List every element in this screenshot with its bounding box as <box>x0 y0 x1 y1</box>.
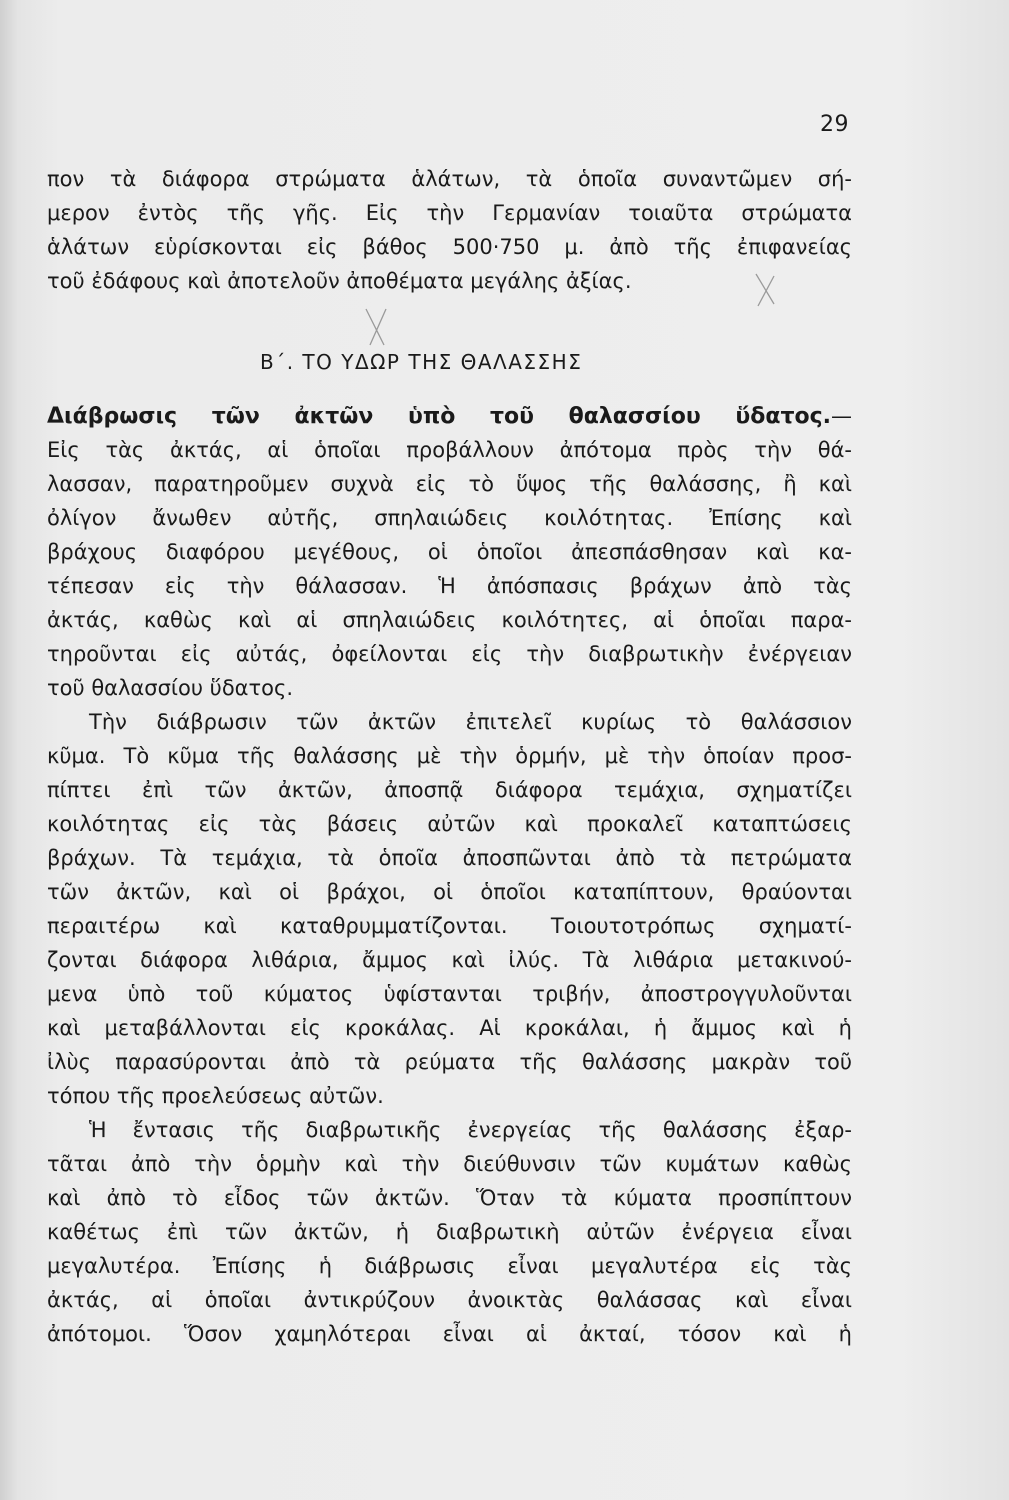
subheading: Διάβρωσις τῶν ἀκτῶν ὑπὸ τοῦ θαλασσίου ὕδατος. <box>47 404 831 429</box>
pencil-mark-icon <box>362 305 392 350</box>
text-line: μερον ἐντὸς τῆς γῆς. Εἰς τὴν Γερμανίαν τοιαῦτα στρώματα <box>47 201 852 225</box>
text-line: ὀλίγον ἄνωθεν αὐτῆς, σπηλαιώδεις κοιλότητας. Ἐπίσης καὶ <box>47 506 852 530</box>
text-line: ἀκτάς, αἱ ὁποῖαι ἀντικρύζουν ἀνοικτὰς θαλάσσας καὶ εἶναι <box>47 1288 852 1312</box>
text-line: μενα ὑπὸ τοῦ κύματος ὑφίστανται τριβήν, ἀποστρογγυλοῦνται <box>47 982 852 1006</box>
text-line: κοιλότητας εἰς τὰς βάσεις αὐτῶν καὶ προκαλεῖ καταπτώσεις <box>47 812 852 836</box>
text-line: κῦμα. Τὸ κῦμα τῆς θαλάσσης μὲ τὴν ὁρμήν, μὲ τὴν ὁποίαν προσ- <box>47 744 852 768</box>
text-line: τῶν ἀκτῶν, καὶ οἱ βράχοι, οἱ ὁποῖοι καταπίπτουν, θραύονται <box>47 880 852 904</box>
text-line: μεγαλυτέρα. Ἐπίσης ἡ διάβρωσις εἶναι μεγαλυτέρα εἰς τὰς <box>47 1254 852 1278</box>
pencil-mark-icon <box>752 270 782 310</box>
text-line: Ἡ ἔντασις τῆς διαβρωτικῆς ἐνεργείας τῆς θαλάσσης ἐξαρ- <box>89 1118 852 1142</box>
text-line: τοῦ θαλασσίου ὕδατος. <box>47 676 294 700</box>
text-line: τέπεσαν εἰς τὴν θάλασσαν. Ἡ ἀπόσπασις βράχων ἀπὸ τὰς <box>47 574 852 598</box>
text-line: καθέτως ἐπὶ τῶν ἀκτῶν, ἡ διαβρωτικὴ αὐτῶν ἐνέργεια εἶναι <box>47 1220 852 1244</box>
text-line: βράχους διαφόρου μεγέθους, οἱ ὁποῖοι ἀπεσπάσθησαν καὶ κα- <box>47 540 852 564</box>
text-line: ἰλὺς παρασύρονται ἀπὸ τὰ ρεύματα τῆς θαλάσσης μακρὰν τοῦ <box>47 1050 852 1074</box>
intro-paragraph <box>47 164 852 300</box>
text-line: τοῦ ἐδάφους καὶ ἀποτελοῦν ἀποθέματα μεγάλης ἀξίας. <box>47 269 632 293</box>
text-line: περαιτέρω καὶ καταθρυμματίζονται. Τοιουτοτρόπως σχηματί- <box>47 914 852 938</box>
subheading-line <box>47 401 852 435</box>
subheading-dash: — <box>831 404 852 428</box>
text-line: ἁλάτων εὑρίσκονται εἰς βάθος 500·750 μ. ἀπὸ τῆς ἐπιφανείας <box>47 235 852 259</box>
text-line: πίπτει ἐπὶ τῶν ἀκτῶν, ἀποσπᾷ διάφορα τεμάχια, σχηματίζει <box>47 778 852 802</box>
text-line: ἀκτάς, καθὼς καὶ αἱ σπηλαιώδεις κοιλότητες, αἱ ὁποῖαι παρα- <box>47 608 852 632</box>
text-line: βράχων. Τὰ τεμάχια, τὰ ὁποῖα ἀποσπῶνται ἀπὸ τὰ πετρώματα <box>47 846 852 870</box>
body-text <box>47 401 852 1353</box>
text-line: ἀπότομοι. Ὅσον χαμηλότεραι εἶναι αἱ ἀκταί, τόσον καὶ ἡ <box>47 1322 852 1346</box>
text-line: Τὴν διάβρωσιν τῶν ἀκτῶν ἐπιτελεῖ κυρίως τὸ θαλάσσιον <box>89 710 852 734</box>
text-line: καὶ ἀπὸ τὸ εἶδος τῶν ἀκτῶν. Ὅταν τὰ κύματα προσπίπτουν <box>47 1186 852 1210</box>
text-line: Εἰς τὰς ἀκτάς, αἱ ὁποῖαι προβάλλουν ἀπότομα πρὸς τὴν θά- <box>47 438 852 462</box>
text-line: καὶ μεταβάλλονται εἰς κροκάλας. Αἱ κροκάλαι, ἡ ἄμμος καὶ ἡ <box>47 1016 852 1040</box>
page-number: 29 <box>820 112 849 137</box>
text-line: λασσαν, παρατηροῦμεν συχνὰ εἰς τὸ ὕψος τῆς θαλάσσης, ἢ καὶ <box>47 472 852 496</box>
text-line: τηροῦνται εἰς αὐτάς, ὀφείλονται εἰς τὴν διαβρωτικὴν ἐνέργειαν <box>47 642 852 666</box>
text-line: ζονται διάφορα λιθάρια, ἄμμος καὶ ἰλύς. Τὰ λιθάρια μετακινού- <box>47 948 852 972</box>
text-line: πον τὰ διάφορα στρώματα ἁλάτων, τὰ ὁποῖα συναντῶμεν σή- <box>47 167 852 191</box>
section-heading: Β΄. ΤΟ ΥΔΩΡ ΤΗΣ ΘΑΛΑΣΣΗΣ <box>260 350 583 374</box>
text-line: τόπου τῆς προελεύσεως αὐτῶν. <box>47 1084 384 1108</box>
text-line: τᾶται ἀπὸ τὴν ὁρμὴν καὶ τὴν διεύθυνσιν τῶν κυμάτων καθὼς <box>47 1152 852 1176</box>
